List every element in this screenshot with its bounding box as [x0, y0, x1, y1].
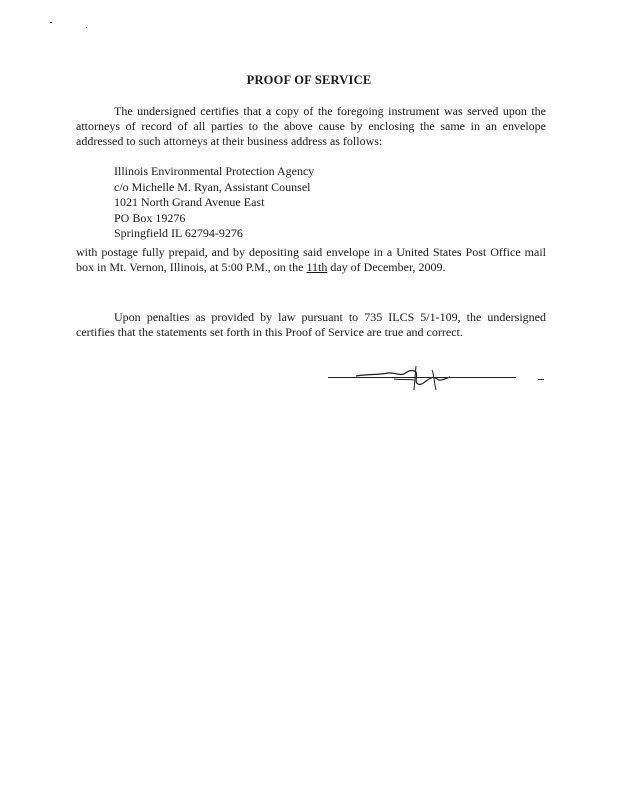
mailing-text: with postage fully prepaid, and by depositing said envelope in a United States Post Office mail box in Mt. Vernon, Illinois, at 5:00 P.M., on the [76, 245, 546, 274]
mailing-paragraph [76, 245, 546, 275]
certification-paragraph [76, 310, 546, 340]
scan-speck [538, 379, 544, 380]
scan-speck [50, 22, 52, 23]
recipient-address [114, 164, 314, 242]
signature-line [328, 377, 516, 378]
document-title: PROOF OF SERVICE [246, 73, 372, 87]
service-paragraph [76, 104, 546, 149]
address-line-pobox: PO Box 19276 [114, 210, 186, 225]
handwritten-day: 11th [306, 260, 328, 274]
service-text: The undersigned certifies that a copy of the foregoing instrument was served upon the attorneys of record of all parties to the above cause by enclosing the same in an envelope addressed to such attorneys at their business address as follows: [76, 104, 546, 148]
address-line-attention: c/o Michelle M. Ryan, Assistant Counsel [114, 179, 311, 194]
signature-icon [328, 360, 518, 396]
address-line-agency: Illinois Environmental Protection Agency [114, 164, 315, 178]
address-line-street: 1021 North Grand Avenue East [114, 195, 265, 209]
address-line-city: Springfield IL 62794-9276 [114, 226, 243, 240]
mailing-text-end: day of December, 2009. [327, 260, 446, 274]
scan-speck [86, 27, 87, 28]
certification-text: Upon penalties as provided by law pursuant to 735 ILCS 5/1-109, the undersigned certifies that the statements set forth in this Proof of Service are true and correct. [76, 310, 546, 339]
